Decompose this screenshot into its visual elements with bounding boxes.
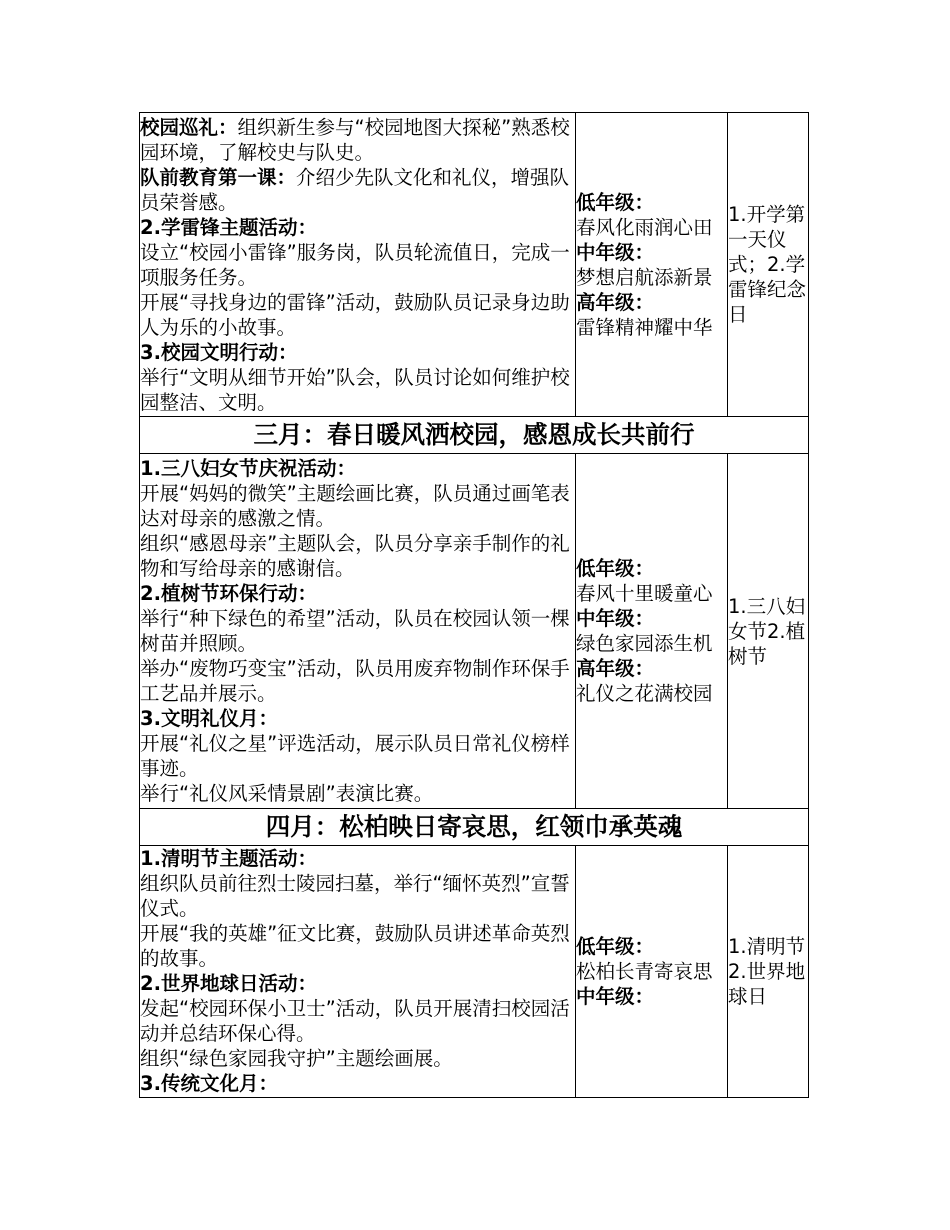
activity-line: 组织队员前往烈士陵园扫墓，举行“缅怀英烈”宣誓仪式。 (140, 872, 570, 920)
activity-line: 举行“种下绿色的希望”活动，队员在校园认领一棵树苗并照顾。 (140, 607, 570, 655)
month-title-mar: 三月：春日暖风洒校园，感恩成长共前行 (140, 417, 809, 454)
grade-label: 中年级： (576, 985, 655, 1008)
activity-line: 2.植树节环保行动： (140, 582, 317, 605)
activity-line: 举行“文明从细节开始”队会，队员讨论如何维护校园整洁、文明。 (140, 365, 570, 414)
grade-label: 中年级： (576, 240, 655, 264)
activity-line: 2.世界地球日活动： (140, 972, 317, 995)
grade-theme: 松柏长青寄哀思 (576, 960, 713, 983)
table-row-mar (140, 454, 809, 809)
grade-label: 中年级： (576, 607, 655, 630)
activity-line: 队前教育第一课：介绍少先队文化和礼仪，增强队员荣誉感。 (140, 165, 570, 214)
activity-line: 发起“校园环保小卫士”活动，队员开展清扫校园活动并总结环保心得。 (140, 997, 570, 1045)
days-cell-apr: 1.清明节 2.世界地球日 (728, 846, 809, 1098)
grade-label: 高年级： (576, 290, 655, 314)
table-row-feb (140, 113, 809, 417)
activity-line: 3.校园文明行动： (140, 340, 298, 364)
grade-label: 低年级： (576, 557, 655, 580)
activity-line: 1.三八妇女节庆祝活动： (140, 457, 356, 480)
activity-line: 1.清明节主题活动： (140, 847, 317, 870)
themes-cell-mar (576, 454, 728, 809)
activity-line: 设立“校园小雷锋”服务岗，队员轮流值日，完成一项服务任务。 (140, 240, 570, 289)
activity-line: 3.传统文化月： (140, 1072, 278, 1095)
month-header-row-mar (140, 417, 809, 454)
grade-label: 高年级： (576, 657, 655, 680)
grade-theme: 礼仪之花满校园 (576, 682, 713, 705)
grade-label: 低年级： (576, 935, 655, 958)
grade-theme: 春风十里暖童心 (576, 582, 713, 605)
activity-line: 举行“礼仪风采情景剧”表演比赛。 (140, 782, 434, 805)
activity-line: 2.学雷锋主题活动： (140, 215, 317, 239)
activity-line: 举办“废物巧变宝”活动，队员用废弃物制作环保手工艺品并展示。 (140, 657, 570, 705)
activity-line: 3.文明礼仪月： (140, 707, 278, 730)
activities-cell-feb (140, 113, 576, 417)
grade-label: 低年级： (576, 190, 655, 214)
grade-theme: 春风化雨润心田 (576, 215, 713, 239)
month-title-apr: 四月：松柏映日寄哀思，红领巾承英魂 (140, 809, 809, 846)
activities-cell-apr (140, 846, 576, 1098)
activity-line: 校园巡礼：组织新生参与“校园地图大探秘”熟悉校园环境，了解校史与队史。 (140, 115, 570, 164)
activities-cell-mar (140, 454, 576, 809)
themes-cell-feb (576, 113, 728, 417)
activity-line: 组织“绿色家园我守护”主题绘画展。 (140, 1047, 453, 1070)
activity-line: 开展“礼仪之星”评选活动，展示队员日常礼仪榜样事迹。 (140, 732, 570, 780)
activity-line: 开展“寻找身边的雷锋”活动，鼓励队员记录身边助人为乐的小故事。 (140, 290, 570, 339)
themes-cell-apr (576, 846, 728, 1098)
grade-theme: 绿色家园添生机 (576, 632, 713, 655)
activity-line: 组织“感恩母亲”主题队会，队员分享亲手制作的礼物和写给母亲的感谢信。 (140, 532, 570, 580)
days-cell-feb: 1.开学第一天仪式；2.学雷锋纪念日 (728, 113, 809, 417)
activity-line: 开展“妈妈的微笑”主题绘画比赛，队员通过画笔表达对母亲的感激之情。 (140, 482, 570, 530)
activity-plan-table (139, 112, 809, 1098)
activity-line: 开展“我的英雄”征文比赛，鼓励队员讲述革命英烈的故事。 (140, 922, 570, 970)
grade-theme: 梦想启航添新景 (576, 265, 713, 289)
table-row-apr (140, 846, 809, 1098)
grade-theme: 雷锋精神耀中华 (576, 315, 713, 339)
month-header-row-apr (140, 809, 809, 846)
days-cell-mar: 1.三八妇女节2.植树节 (728, 454, 809, 809)
